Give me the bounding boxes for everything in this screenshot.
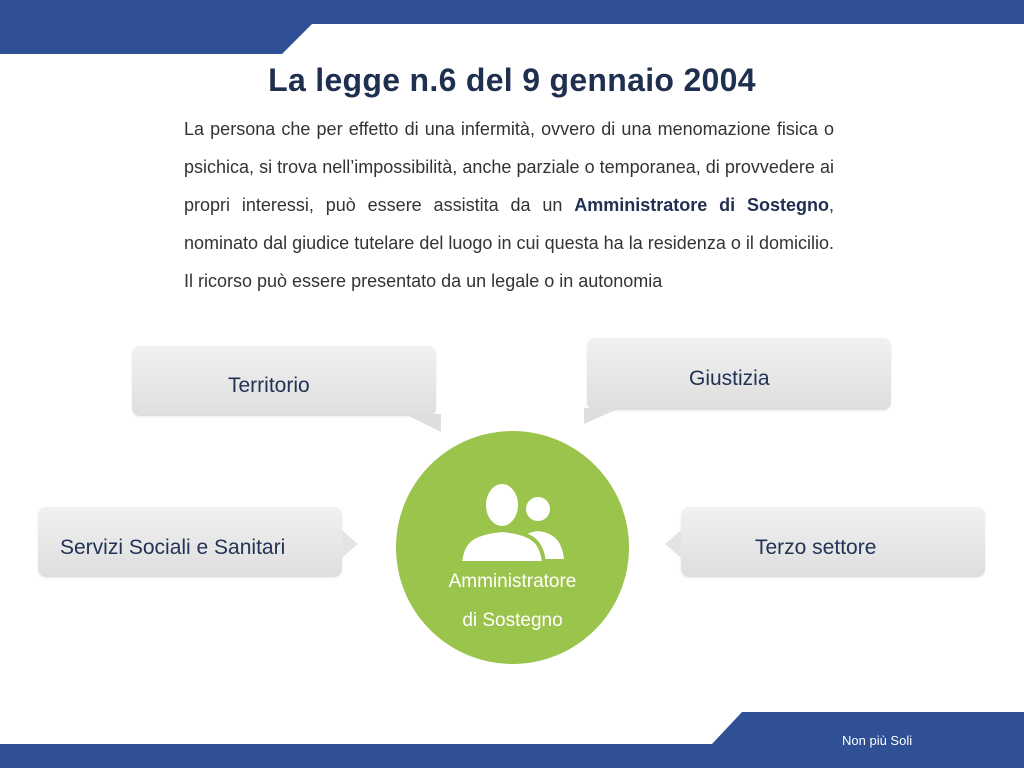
bubble-giustizia-label: Giustizia — [689, 367, 770, 390]
bubble-territorio — [132, 346, 436, 416]
body-paragraph — [184, 110, 834, 300]
bubble-territorio-label: Territorio — [228, 374, 310, 397]
body-emphasis: Amministratore di Sostegno — [574, 195, 829, 215]
bubble-giustizia-tail — [584, 408, 620, 424]
bubble-territorio-tail — [405, 414, 441, 432]
center-label-line1: Amministratore — [448, 571, 577, 592]
bubble-giustizia — [587, 338, 891, 410]
center-label-line2: di Sostegno — [462, 610, 563, 631]
bubble-terzo-settore-label: Terzo settore — [755, 536, 877, 559]
bubble-servizi-label: Servizi Sociali e Sanitari — [60, 536, 286, 559]
body-text-part2: , nominato dal giudice tutelare del luogo in cui questa ha la residenza o il domicilio. Il ricorso può essere presentato da un legale o in autonomia — [184, 195, 834, 291]
bubble-terzo-settore-tail — [665, 530, 681, 558]
bubble-terzo-settore — [681, 507, 985, 577]
bubble-servizi — [38, 507, 342, 577]
top-band — [0, 0, 1024, 56]
footer-text: Non più Soli — [842, 733, 913, 748]
bubble-servizi-tail — [342, 530, 358, 558]
center-circle — [396, 431, 629, 664]
people-icon — [458, 475, 568, 565]
body-text-part1: La persona che per effetto di una infermità, ovvero di una menomazione fisica o psichica, si trova nell’impossibilità, anche parziale o temporanea, di provvedere ai propri interessi, può essere assistita da un — [184, 119, 834, 215]
slide-title: La legge n.6 del 9 gennaio 2004 — [268, 62, 756, 98]
